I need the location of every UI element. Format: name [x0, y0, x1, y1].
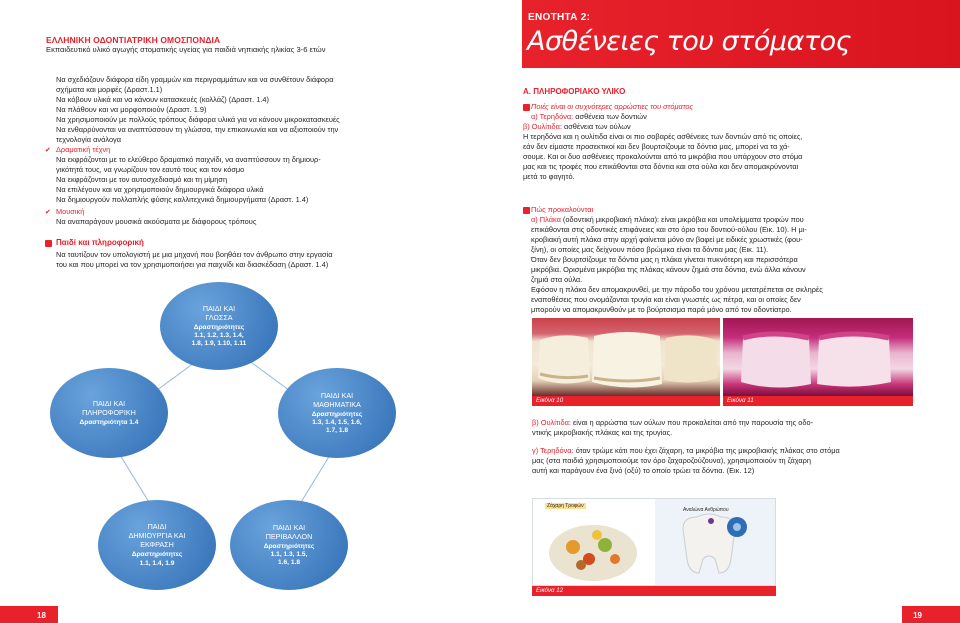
- section-bullet-icon: [45, 240, 52, 247]
- drama-line: Να εκφράζονται με το ελεύθερο δραματικό παιχνίδι, να αναπτύσσουν τη δημιουρ-: [56, 155, 321, 164]
- circle-title: ΕΚΦΡΑΣΗ: [140, 540, 174, 550]
- definition-label: β) Ουλίτιδα:: [532, 418, 571, 427]
- circle-activities: Δραστηριότητες: [263, 542, 315, 550]
- circle-title: ΔΗΜΙΟΥΡΓΙΑ ΚΑΙ: [128, 531, 186, 541]
- definition-line: [531, 112, 936, 122]
- paragraph-line: ντικής μικροβιακής πλάκας και της τρυγίας.: [532, 428, 673, 437]
- paragraph-line: μετά το φαγητό.: [523, 172, 575, 181]
- circle-creativity: [98, 500, 216, 590]
- drama-line: Να δημιουργούν πολλαπλής φύσης καλλιτεχνικά δημιουργήματα (Δραστ. 1.4): [56, 195, 309, 204]
- unit-label: ΕΝΟΤΗΤΑ 2:: [528, 12, 591, 23]
- circle-title: ΠΑΙΔΙ ΚΑΙ: [272, 522, 306, 532]
- circle-activities: Δραστηριότητες: [131, 551, 183, 559]
- info-line: Να ταυτίζουν τον υπολογιστή με μια μηχανή που βοηθάει τον άνθρωπο στην εργασία: [56, 250, 333, 259]
- definition-label: α) Τερηδόνα:: [531, 112, 574, 121]
- illustration-figure-12: [532, 498, 776, 586]
- drama-line: Να εκφράζονται με τον αυτοσχεδιασμό και τη μίμηση: [56, 175, 228, 184]
- checkmark-icon: ✔: [45, 209, 51, 216]
- circle-numbers: 1.3, 1.4, 1.5, 1.6,: [312, 418, 362, 426]
- paragraph-line: Η τερηδόνα και η ουλίτιδα είναι οι πιο σοβαρές ασθένειες των δοντιών από τις οποίες,: [523, 132, 803, 141]
- circle-title: ΓΛΩΣΣΑ: [205, 312, 233, 322]
- circle-activities: Δραστηριότητες: [193, 323, 245, 331]
- paragraph-line: εάν δεν είμαστε προσεκτικοί και δεν βουρτσίζουμε τα δόντια μας, μπορεί να τα χά-: [523, 142, 790, 151]
- paragraph-line: σουμε. Και οι δυο ασθένειες προκαλούνται από τα μικρόβια που υπάρχουν στο στόμα: [523, 152, 803, 161]
- paragraph-line: μας (στα παιδιά χρησιμοποιούμε τον όρο ζαχαροζούζουνα), χρησιμοποιούν τη ζάχαρη: [532, 456, 811, 465]
- definition-text: ασθένεια των δοντιών: [575, 112, 647, 121]
- page-number: 19: [913, 611, 922, 620]
- page-number: 18: [37, 611, 46, 620]
- figure-label: Αναλώνα Ανθρώπου: [683, 507, 729, 513]
- music-heading: Μουσική: [56, 207, 85, 216]
- figure-caption: Εικόνα 10: [532, 396, 720, 406]
- paragraph-line: μας και τις τροφές που επικάθονται στα δόντια και στα ούλα και δεν απομακρύνονται: [523, 162, 799, 171]
- section-bullet-icon: [523, 104, 530, 111]
- page-number-bar: [0, 606, 58, 623]
- photo-plaque-figure-11: [723, 318, 913, 396]
- objective-line: Να ενθαρρύνονται να αναπτύσσουν τη γλώσσα, την επικοινωνία και να αξιοποιούν την: [56, 125, 339, 134]
- paragraph-line: [532, 446, 937, 456]
- circle-numbers: 1.8, 1.9, 1.10, 1.11: [191, 340, 247, 348]
- objective-line: τεχνολογία ανάλογα: [56, 135, 122, 144]
- checkmark-icon: ✔: [45, 147, 51, 154]
- paragraph-line: μικρόβια. Ορισμένα μικρόβια της πλάκας κάνουν ζημιά στα δόντια, ενώ άλλα κάνουν: [531, 265, 806, 274]
- objective-line: σχήματα και μορφές (Δραστ.1.1): [56, 85, 163, 94]
- circle-environment: [230, 500, 348, 590]
- paragraph-line: εναποθέσεις που ονομάζονται τρυγία και είναι γνωστές ως πέτρα, και οι οποίες δεν: [531, 295, 801, 304]
- circle-title: ΠΕΡΙΒΑΛΛΟΝ: [265, 531, 313, 541]
- section-bullet-icon: [523, 207, 530, 214]
- right-page: [480, 0, 960, 623]
- circle-title: ΠΑΙΔΙ ΚΑΙ: [92, 398, 126, 408]
- paragraph-line: Εφόσον η πλάκα δεν απομακρυνθεί, με την πάροδο του χρόνου μετατρέπεται σε σκληρές: [531, 285, 823, 294]
- objective-line: Να κόβουν υλικά και να κάνουν κατασκευές (κολλάζ) (Δραστ. 1.4): [56, 95, 269, 104]
- circle-mathematics: [278, 368, 396, 458]
- circle-activities: Δραστηριότητα 1.4: [79, 418, 139, 426]
- info-line: του και που μπορεί να τον χρησιμοποιήσει για παιχνίδι και διασκέδαση (Δραστ. 1.4): [56, 260, 329, 269]
- paragraph-line: ζημιά στα ούλα.: [531, 275, 583, 284]
- circle-title: ΜΑΘΗΜΑΤΙΚΑ: [313, 399, 361, 409]
- definition-label: α) Πλάκα: [531, 215, 561, 224]
- circle-informatics: [50, 368, 168, 458]
- circle-numbers: 1.1, 1.3, 1.5,: [270, 550, 308, 558]
- paragraph-line: μπορούν να απομακρυνθούν με το βούρτσισμα παρά μόνο από τον οδοντίατρο.: [531, 305, 792, 314]
- circle-title: ΠΛΗΡΟΦΟΡΙΚΗ: [82, 407, 136, 417]
- circle-numbers: 1.6, 1.8: [278, 559, 300, 567]
- page-number-bar: [902, 606, 960, 623]
- caries-illustration: [533, 499, 776, 586]
- definition-label: β) Ουλίτιδα:: [523, 122, 562, 131]
- section-heading: Α. ΠΛΗΡΟΦΟΡΙΑΚΟ ΥΛΙΚΟ: [523, 87, 626, 96]
- circle-numbers: 1.1, 1.2, 1.3, 1.4,: [194, 331, 244, 339]
- drama-heading: Δραματική τέχνη: [56, 145, 111, 154]
- paragraph-line: [532, 418, 937, 428]
- unit-title: Ασθένειες του στόματος: [527, 26, 851, 57]
- paragraph-line: [531, 215, 936, 225]
- figure-caption: Εικόνα 11: [723, 396, 913, 406]
- circle-numbers: 1.1, 1.4, 1.9: [139, 559, 175, 567]
- question-heading: Πώς προκαλούνται: [531, 205, 594, 214]
- drama-line: γικότητά τους, να γνωρίζουν τον εαυτό τους και τον κόσμο: [56, 165, 245, 174]
- music-line: Να αναπαράγουν μουσικά ακούσματα με διάφορους τρόπους: [56, 217, 257, 226]
- circle-title: ΠΑΙΔΙ: [147, 522, 167, 532]
- objective-line: Να σχεδιάζουν διάφορα είδη γραμμών και περιγραμμάτων και να συνθέτουν διάφορα: [56, 75, 334, 84]
- figure-caption: Εικόνα 12: [532, 586, 776, 596]
- question-heading: Ποιές είναι οι συχνότερες αρρώστιες του στόματος: [531, 102, 694, 111]
- objective-line: Να πλάθουν και να μορφοποιούν (Δραστ. 1.9): [56, 105, 207, 114]
- paragraph-line: αυτή και παράγουν ένα ξινό (οξύ) το οποίο τρώει τα δόντια. (Εικ. 12): [532, 466, 755, 475]
- circle-title: ΠΑΙΔΙ ΚΑΙ: [202, 303, 236, 313]
- stained-teeth-illustration: [723, 318, 913, 396]
- circle-activities: Δραστηριότητες: [311, 410, 363, 418]
- paragraph-line: επικάθονται στις οδοντικές επιφάνειες και στο όριο του δοντιού-ούλου (Εικ. 10). Η μι-: [531, 225, 807, 234]
- definition-text: (οδοντική μικροβιακή πλάκα): είναι μικρόβια και υπολείμματα τροφών που: [560, 215, 804, 224]
- definition-label: γ) Τερηδόνα:: [532, 446, 574, 455]
- photo-teeth-figure-10: [532, 318, 720, 396]
- circle-language: [160, 282, 278, 370]
- paragraph-line: κροβιακή αυτή πλάκα στην αρχή φαίνεται μόνο αν βαφεί με ειδικές χρωστικές (φου-: [531, 235, 803, 244]
- objective-line: Να χρησιμοποιούν με πολλούς τρόπους διάφορα υλικά για να κάνουν μικροκατασκευές: [56, 115, 340, 124]
- paragraph-line: Όταν δεν βουρτσίζουμε τα δόντια μας η πλάκα γίνεται πυκνότερη και περισσότερα: [531, 255, 798, 264]
- definition-text: είναι η αρρώστια των ούλων που προκαλείται από την παρουσία της οδο-: [570, 418, 814, 427]
- definition-line: [523, 122, 928, 132]
- definition-text: ασθένεια των ούλων: [563, 122, 631, 131]
- paragraph-line: ξίνη), οι οποίες μας δείχνουν πόσο βρώμικα είναι τα δόντια μας (Εικ. 11).: [531, 245, 769, 254]
- teeth-illustration: [532, 318, 720, 396]
- organization-name: ΕΛΛΗΝΙΚΗ ΟΔΟΝΤΙΑΤΡΙΚΗ ΟΜΟΣΠΟΝΔΙΑ: [46, 35, 221, 45]
- definition-text: όταν τρώμε κάτι που έχει ζάχαρη, τα μικρόβια της μικροβιακής πλάκας στο στόμα: [573, 446, 840, 455]
- circle-title: ΠΑΙΔΙ ΚΑΙ: [320, 390, 354, 400]
- figure-label: Ζάχαρη Τροφών: [547, 503, 584, 509]
- header-subtitle: Εκπαιδευτικό υλικό αγωγής στοματικής υγείας για παιδιά νηπιακής ηλικίας 3-6 ετών: [46, 45, 326, 54]
- curriculum-diagram: [30, 280, 450, 600]
- drama-line: Να επιλέγουν και να χρησιμοποιούν δημιουργικά διάφορα υλικά: [56, 185, 264, 194]
- info-heading: Παιδί και πληροφορική: [56, 238, 144, 247]
- circle-numbers: 1.7, 1.8: [326, 427, 348, 435]
